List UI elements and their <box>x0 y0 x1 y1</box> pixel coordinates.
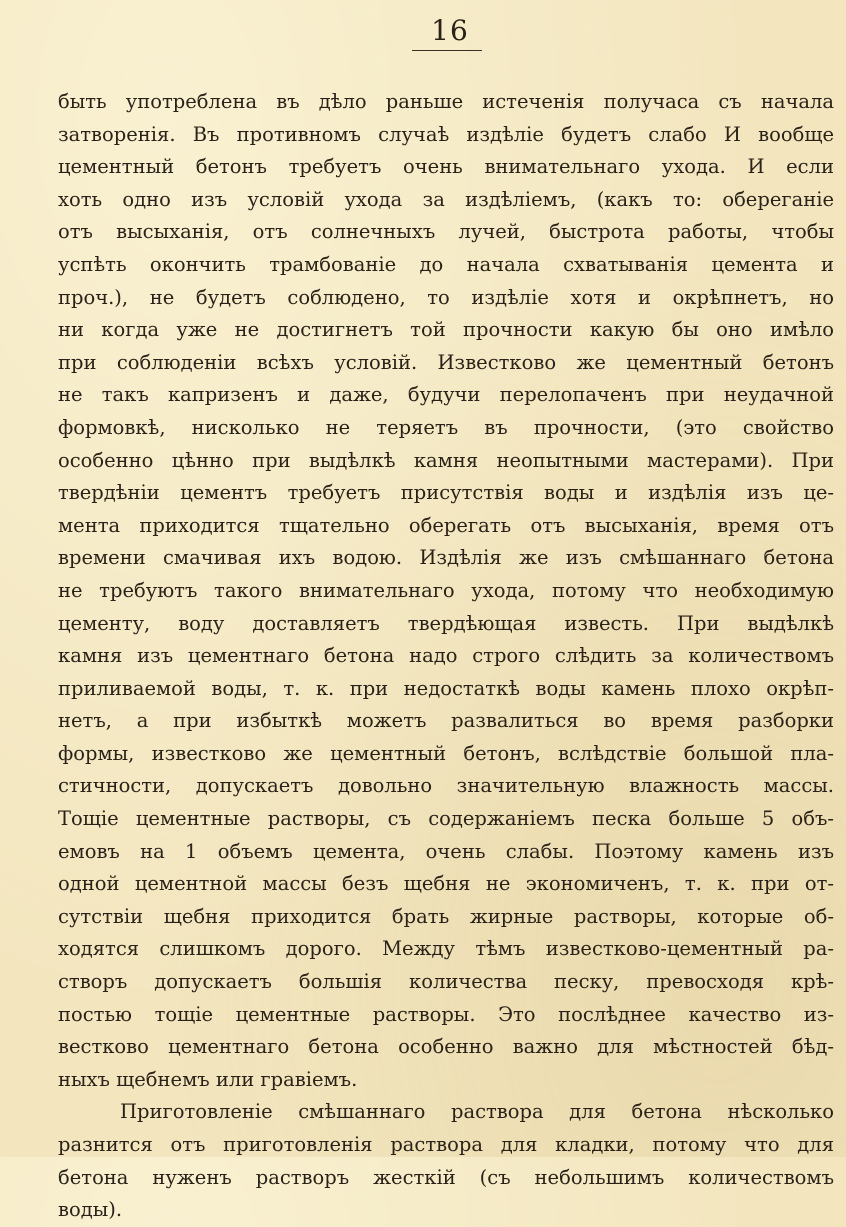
header-rule <box>412 50 482 51</box>
text-line: цементу, воду доставляетъ твердѣющая известь. При выдѣлкѣ <box>58 611 834 635</box>
text-line: Тощіе цементные растворы, съ содержаніемъ песка больше 5 объ- <box>58 807 834 831</box>
text-line: быть употреблена въ дѣло раньше истеченія получаса съ начала <box>58 90 834 113</box>
text-line: формы, известково же цементный бетонъ, вслѣдствіе большой пла- <box>58 741 834 765</box>
text-line: Приготовленіе смѣшаннаго раствора для бетона нѣсколько <box>120 1100 834 1124</box>
text-line: камня изъ цементнаго бетона надо строго слѣдить за количествомъ <box>58 644 834 668</box>
text-line: ходятся слишкомъ дорого. Между тѣмъ известково-цементный ра- <box>58 937 834 961</box>
page-number: 16 <box>431 14 469 47</box>
paragraph-2 <box>58 1096 834 1226</box>
text-line: проч.), не будетъ соблюдено, то издѣліе хотя и окрѣпнетъ, но <box>58 285 834 309</box>
text-line: одной цементной массы безъ щебня не экономиченъ, т. к. при от- <box>58 872 834 896</box>
text-line: особенно цѣнно при выдѣлкѣ камня неопытными мастерами). При <box>58 448 834 472</box>
text-line: приливаемой воды, т. к. при недостаткѣ воды камень плохо окрѣп- <box>58 676 834 700</box>
text-line: разнится отъ приготовленія раствора для кладки, потому что для <box>58 1133 834 1156</box>
text-line: времени смачивая ихъ водою. Издѣлія же изъ смѣшаннаго бетона <box>58 546 834 570</box>
text-line: сутствіи щебня приходится брать жирные растворы, которые об- <box>58 904 834 928</box>
text-line: твердѣніи цементъ требуетъ присутствія воды и издѣлія изъ це- <box>58 481 834 505</box>
text-line: не требуютъ такого внимательнаго ухода, потому что необходимую <box>58 578 834 602</box>
text-line: стичности, допускаетъ довольно значительную влажность массы. <box>58 774 834 798</box>
text-line: затворенія. Въ противномъ случаѣ издѣліе будетъ слабо И вообще <box>58 122 834 146</box>
text-line: отъ высыханія, отъ солнечныхъ лучей, быстрота работы, чтобы <box>58 220 834 244</box>
text-line: нетъ, а при избыткѣ можетъ развалиться во время разборки <box>58 709 834 733</box>
text-line: при соблюденіи всѣхъ условій. Известково же цементный бетонъ <box>58 350 834 374</box>
text-line: емовъ на 1 объемъ цемента, очень слабы. Поэтому камень изъ <box>58 839 834 863</box>
text-line: бетона нуженъ растворъ жесткій (съ небольшимъ количествомъ <box>58 1165 834 1189</box>
text-line: успѣть окончить трамбованіе до начала схватыванія цемента и <box>58 252 834 276</box>
text-line: хоть одно изъ условій ухода за издѣліемъ, (какъ то: обереганіе <box>58 187 834 211</box>
text-line: цементный бетонъ требуетъ очень внимательнаго ухода. И если <box>58 155 834 179</box>
body-text <box>58 86 834 1227</box>
text-line: мента приходится тщательно оберегать отъ высыханія, время отъ <box>58 513 834 537</box>
text-line: постью тощіе цементные растворы. Это послѣднее качество из- <box>58 1002 834 1026</box>
text-line: воды). <box>58 1198 123 1222</box>
text-line: формовкѣ, нисколько не теряетъ въ прочности, (это свойство <box>58 415 834 439</box>
text-line: не такъ капризенъ и даже, будучи перелопаченъ при неудачной <box>58 383 834 407</box>
text-line: ныхъ щебнемъ или гравіемъ. <box>58 1067 358 1091</box>
text-line: ни когда уже не достигнетъ той прочности какую бы оно имѣло <box>58 318 834 342</box>
text-line: створъ допускаетъ большія количества песку, превосходя крѣ- <box>58 970 834 994</box>
paragraph-1 <box>58 86 834 1096</box>
text-line: вестково цементнаго бетона особенно важно для мѣстностей бѣд- <box>58 1035 834 1059</box>
